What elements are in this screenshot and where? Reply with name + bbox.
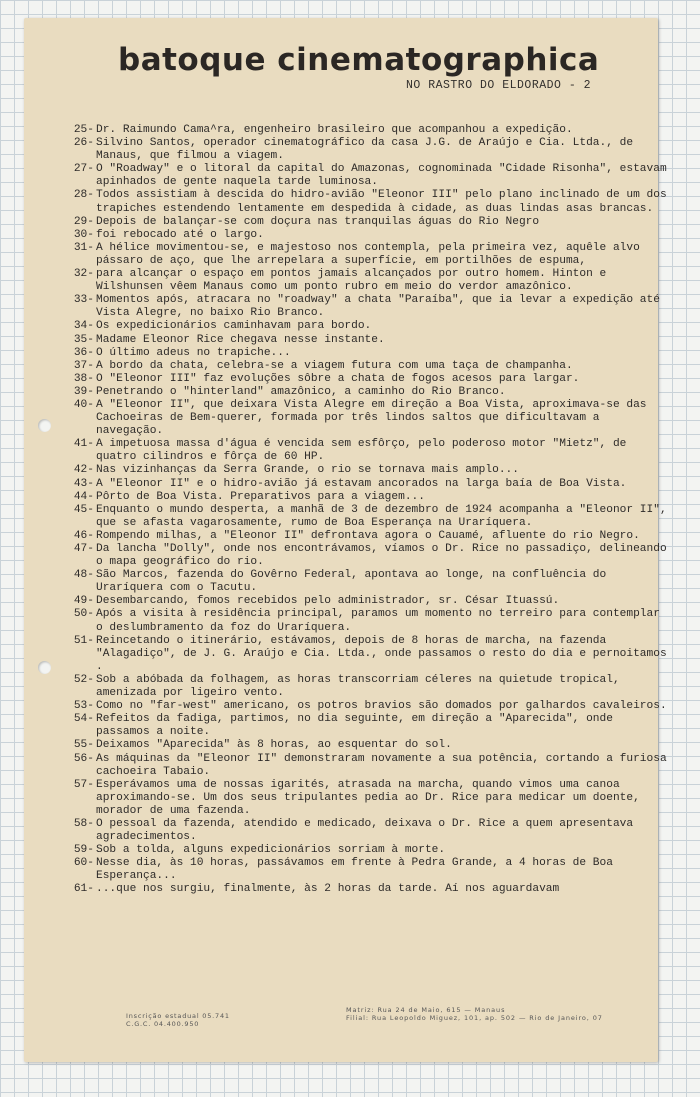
entry-number: 37-: [73, 359, 94, 372]
footer-cgc: C.G.C. 04.400.950: [126, 1020, 200, 1028]
entry-text: O último adeus no trapiche...: [96, 346, 291, 359]
entry-number: 52-: [73, 673, 94, 686]
list-item: [56, 386, 668, 399]
entry-number: 58-: [73, 817, 94, 830]
entry-text: Da lancha "Dolly", onde nos encontrávamos, víamos o Dr. Rice no passadiço, delineando o mapa geográfico do rio.: [96, 543, 667, 569]
list-item: [56, 478, 668, 491]
entry-text: A bordo da chata, celebra-se a viagem futura com uma taça de champanha.: [96, 359, 573, 372]
entry-text: Desembarcando, fomos recebidos pelo administrador, sr. César Ituassú.: [96, 595, 560, 608]
list-item: [56, 753, 668, 779]
entry-number: 29-: [73, 215, 94, 228]
list-item: [56, 268, 668, 294]
list-item: [56, 360, 668, 373]
entry-number: 40-: [73, 398, 94, 411]
entry-text: A hélice movimentou-se, e majestoso nos contempla, pela primeira vez, aquêle alvo pássaro de aço, que lhe arrepelara a superfície, em portilhões de espuma,: [96, 241, 640, 267]
list-item: [56, 595, 668, 608]
entry-number: 61-: [73, 883, 94, 896]
list-item: [56, 857, 668, 883]
entry-text: Depois de balançar-se com doçura nas tranquilas águas do Rio Negro: [96, 215, 540, 228]
entry-number: 45-: [73, 503, 94, 516]
list-item: [56, 530, 668, 543]
entry-text: Esperávamos uma de nossas igarités, atrasada na marcha, quando vimos uma canoa aproximando-se. Um dos seus tripulantes pedia ao Dr. Rice para medicar um doente, morador de uma fazenda.: [96, 778, 640, 817]
entry-text: Sob a tolda, alguns expedicionários sorriam à morte.: [96, 844, 446, 857]
entry-number: 32-: [73, 268, 94, 281]
entry-number: 48-: [73, 569, 94, 582]
entry-number: 55-: [73, 739, 94, 752]
entry-number: 33-: [73, 294, 94, 307]
entry-number: 56-: [73, 752, 94, 765]
entry-number: 49-: [73, 595, 94, 608]
entry-text: Pôrto de Boa Vista. Preparativos para a viagem...: [96, 490, 425, 503]
list-item: [56, 491, 668, 504]
list-item: [56, 216, 668, 229]
entry-number: 34-: [73, 320, 94, 333]
entry-text: A "Eleonor II" e o hidro-avião já estavam ancorados na larga baía de Boa Vista.: [96, 477, 627, 490]
list-item: [56, 137, 668, 163]
list-item: [56, 320, 668, 333]
entry-number: 53-: [73, 700, 94, 713]
entry-number: 47-: [73, 543, 94, 555]
list-item: [56, 163, 668, 189]
footer-addresses: [346, 1006, 603, 1022]
entry-number: 54-: [73, 713, 94, 726]
entry-number: 44-: [73, 490, 94, 503]
entry-number: 28-: [73, 189, 94, 202]
list-item: [56, 242, 668, 268]
entry-number: 36-: [73, 346, 94, 359]
list-item: [56, 399, 668, 438]
entry-text: Após a visita à residência principal, paramos um momento no terreiro para contemplar o deslumbramento da foz do Uraríquera.: [96, 608, 660, 634]
list-item: [56, 373, 668, 386]
list-item: [56, 229, 668, 242]
entry-number: 51-: [73, 634, 94, 647]
entry-number: 39-: [73, 385, 94, 398]
list-item: [56, 674, 668, 700]
list-item: [56, 504, 668, 530]
entry-text: Sob a abóbada da folhagem, as horas transcorriam céleres na quietude tropical, amenizada por ligeiro vento.: [96, 673, 620, 700]
entry-number: 27-: [73, 163, 94, 176]
footer-branch-office: Filial: Rua Leopoldo Miguez, 101, ap. 502 — Rio de Janeiro, 07: [346, 1014, 603, 1022]
punch-hole-bottom: [38, 661, 51, 674]
list-item: [56, 883, 668, 896]
entry-number: 41-: [73, 438, 94, 451]
entry-text: O "Roadway" e o litoral da capital do Amazonas, cognominada "Cidade Risonha", estavam apinhados de gente naquela tarde luminosa.: [96, 163, 667, 189]
list-item: [56, 818, 668, 844]
shot-list: [56, 124, 668, 897]
entry-number: 57-: [73, 778, 94, 791]
entry-text: Reincetando o itinerário, estávamos, depois de 8 horas de marcha, na fazenda "Alagadiço", de J. G. Araújo e Cia. Ltda., onde passamos o resto do dia e pernoitamos .: [96, 634, 667, 673]
list-item: [56, 294, 668, 320]
entry-text: Dr. Raimundo Cama^ra, engenheiro brasileiro que acompanhou a expedição.: [96, 124, 573, 136]
entry-text: Momentos após, atracara no "roadway" a chata "Paraíba", que ia levar a expedição até Vista Alegre, no baixo Rio Branco.: [96, 294, 660, 320]
entry-number: 38-: [73, 372, 94, 385]
entry-number: 43-: [73, 477, 94, 490]
list-item: [56, 713, 668, 739]
entry-number: 59-: [73, 844, 94, 857]
entry-text: São Marcos, fazenda do Govêrno Federal, apontava ao longe, na confluência do Uraríquera com o Tacutu.: [96, 569, 607, 595]
entry-text: O "Eleonor III" faz evoluções sôbre a chata de fogos acesos para largar.: [96, 372, 580, 385]
entry-text: Rompendo milhas, a "Eleonor II" defrontava agora o Cauamé, afluente do rio Negro.: [96, 529, 640, 542]
entry-text: Enquanto o mundo desperta, a manhã de 3 de dezembro de 1924 acompanha a "Eleonor II", que se afasta vagarosamente, rumo de Boa Esperança na Uraríquera.: [96, 503, 667, 529]
entry-text: Madame Eleonor Rice chegava nesse instante.: [96, 333, 385, 346]
list-item: [56, 700, 668, 713]
list-item: [56, 569, 668, 595]
entry-text: A impetuosa massa d'água é vencida sem esfôrço, pelo poderoso motor "Mietz", de quatro cilindros e fôrça de 60 HP.: [96, 438, 627, 464]
entry-text: ...que nos surgiu, finalmente, às 2 horas da tarde. Aí nos aguardavam: [96, 883, 560, 896]
list-item: [56, 124, 668, 137]
entry-number: 42-: [73, 464, 94, 477]
list-item: [56, 347, 668, 360]
entry-text: para alcançar o espaço em pontos jamais alcançados por outro homem. Hinton e Wilshunsen vêem Manaus como um ponto rubro em meio do verdor amazônico.: [96, 268, 607, 294]
list-item: [56, 334, 668, 347]
entry-text: O pessoal da fazenda, atendido e medicado, deixava o Dr. Rice a quem apresentava agradecimentos.: [96, 817, 634, 844]
entry-text: Os expedicionários caminhavam para bordo.: [96, 320, 372, 333]
entry-number: 31-: [73, 241, 94, 254]
entry-number: 30-: [73, 228, 94, 241]
entry-number: 26-: [73, 137, 94, 150]
list-item: [56, 438, 668, 464]
list-item: [56, 739, 668, 752]
entry-text: Nesse dia, às 10 horas, passávamos em frente à Pedra Grande, a 4 horas de Boa Esperança...: [96, 857, 613, 883]
entry-text: Silvino Santos, operador cinematográfico da casa J.G. de Araújo e Cia. Ltda., de Manaus, que filmou a viagem.: [96, 137, 634, 163]
list-item: [56, 189, 668, 215]
entry-text: Todos assistiam à descida do hidro-avião "Eleonor III" pelo plano inclinado de um dos trapiches estendendo lentamente em despedida à cidade, as duas lindas asas brancas.: [96, 189, 667, 215]
entry-number: 60-: [73, 857, 94, 870]
entry-text: Penetrando o "hinterland" amazônico, a caminho do Rio Branco.: [96, 385, 506, 398]
letterhead-brand: batoque cinematographica: [118, 42, 600, 78]
entry-number: 50-: [73, 608, 94, 621]
list-item: [56, 543, 668, 569]
list-item: [56, 464, 668, 477]
list-item: [56, 635, 668, 674]
entry-text: As máquinas da "Eleonor II" demonstraram novamente a sua potência, cortando a furiosa cachoeira Tabaio.: [96, 752, 667, 778]
entry-text: Refeitos da fadiga, partimos, no dia seguinte, em direção a "Aparecida", onde passamos a noite.: [96, 713, 613, 739]
footer-head-office: Matriz: Rua 24 de Maio, 615 — Manaus: [346, 1006, 506, 1014]
footer-state-registration: Inscrição estadual 05.741: [126, 1012, 230, 1020]
entry-text: foi rebocado até o largo.: [96, 228, 264, 241]
punch-hole-top: [38, 419, 51, 432]
list-item: [56, 844, 668, 857]
list-item: [56, 779, 668, 818]
entry-number: 35-: [73, 333, 94, 346]
entry-text: Deixamos "Aparecida" às 8 horas, ao esquentar do sol.: [96, 739, 452, 752]
footer-registration: [126, 1012, 230, 1028]
entry-number: 25-: [73, 124, 94, 136]
entry-text: A "Eleonor II", que deixara Vista Alegre em direção a Boa Vista, aproximava-se das Cachoeiras de Bem-querer, formada por três lindos saltos que dificultavam a navegação.: [96, 398, 647, 438]
entry-text: Como no "far-west" americano, os potros bravios são domados por galhardos cavaleiros.: [96, 700, 667, 713]
list-item: [56, 608, 668, 634]
entry-text: Nas vizinhanças da Serra Grande, o rio se tornava mais amplo...: [96, 464, 519, 477]
entry-number: 46-: [73, 529, 94, 542]
document-subtitle: NO RASTRO DO ELDORADO - 2: [406, 79, 592, 92]
